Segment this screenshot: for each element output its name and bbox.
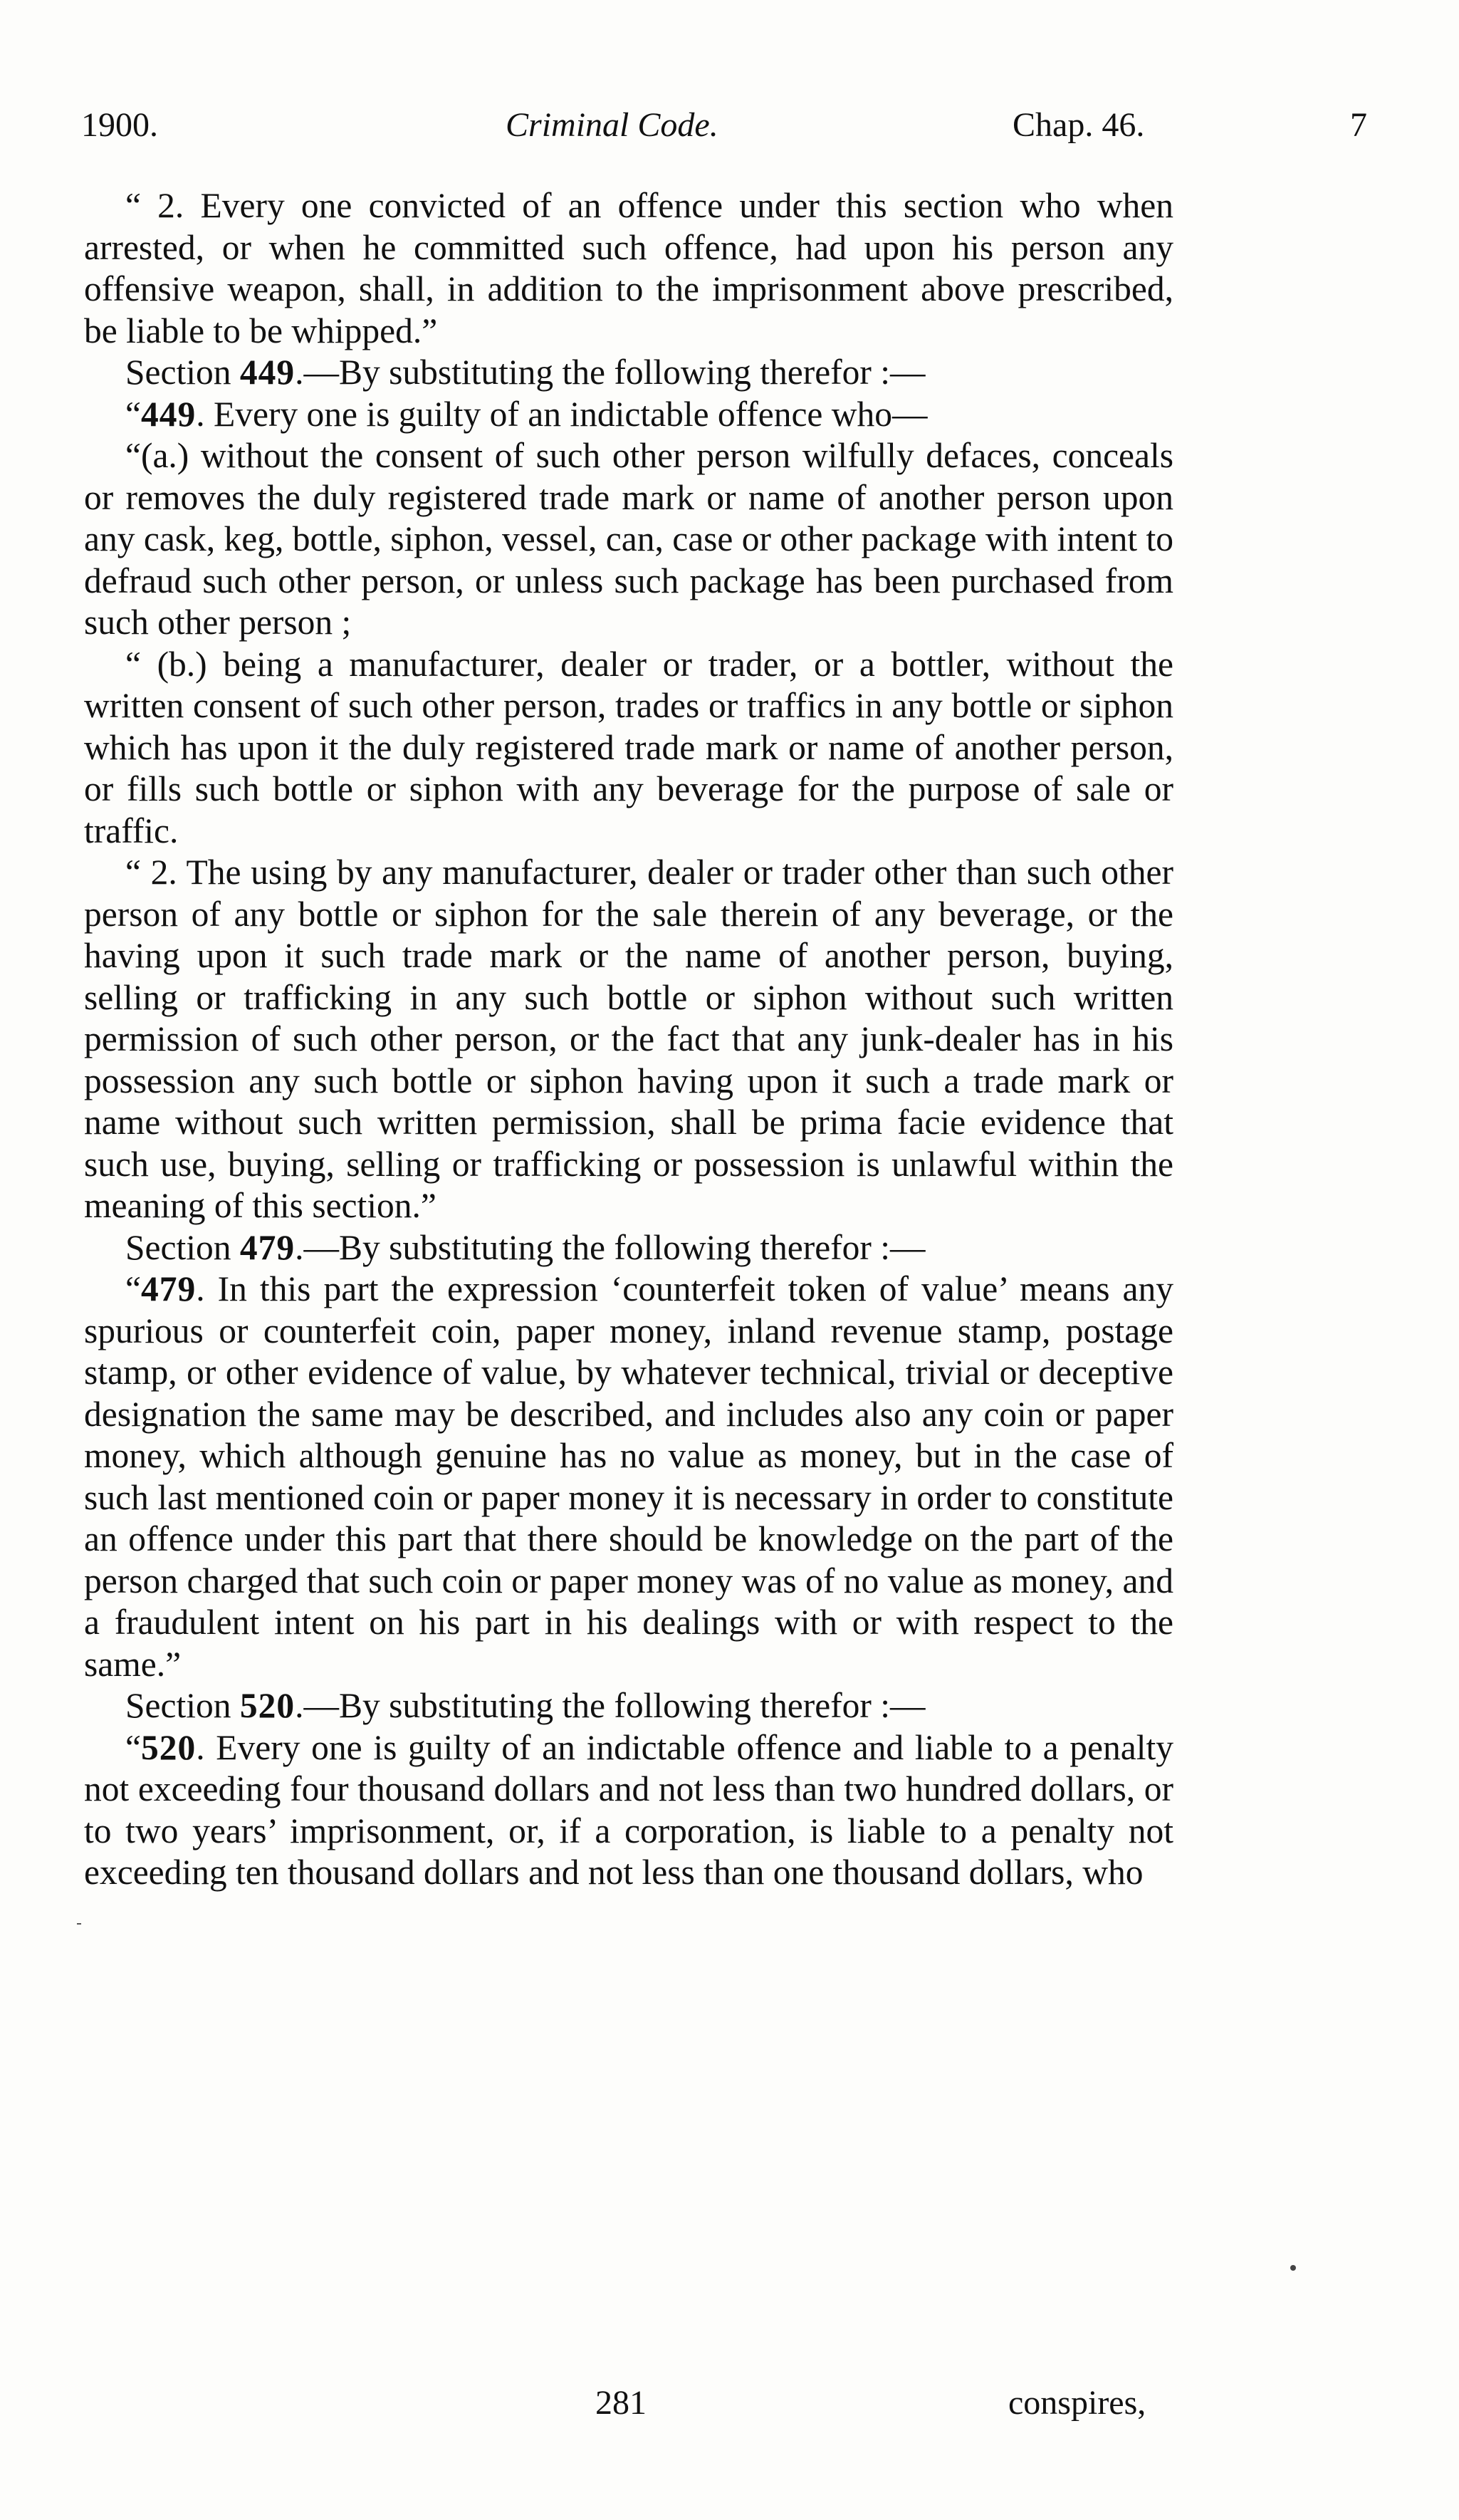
paragraph-intro: “ 2. Every one convicted of an offence under this section who when arrested, or when he committed such offence, had upon his person any offensive weapon, shall, in addition to the imprisonment above prescribed, be liable to be whipped.” <box>84 186 1173 350</box>
section-479-heading: Section 479.—By substituting the following therefor :— <box>125 1227 926 1267</box>
footer-catchword: conspires, <box>1008 2384 1146 2422</box>
section-520-heading: Section 520.—By substituting the following therefor :— <box>125 1686 926 1725</box>
section-449-subsection-2: “ 2. The using by any manufacturer, dealer or trader other than such other person of any bottle or siphon for the sale therein of any beverage, or the having upon it such trade mark or the name of another person, buying, selling or trafficking in any such bottle or siphon without such written permission of such other person, or the fact that any junk-dealer has in his possession any such bottle or siphon having upon it such a trade mark or name without such written permission, shall be prima facie evidence that such use, buying, selling or trafficking or possession is unlawful within the meaning of this section.” <box>84 853 1173 1225</box>
section-479-number: 479 <box>239 1227 296 1267</box>
footer-page-number: 281 <box>595 2384 647 2422</box>
page-body <box>84 185 1173 1894</box>
section-520-lead: “520. Every one is guilty of an indictable offence and liable to a penalty not exceeding four thousand dollars and not less than two hundred dollars, or to two years’ imprisonment, or, if a corporation, is liable to a penalty not exceeding ten thousand dollars and not less than one thousand dollars, who <box>84 1727 1173 1892</box>
section-479-lead: “479. In this part the expression ‘counterfeit token of value’ means any spurious or counterfeit coin, paper money, inland revenue stamp, postage stamp, or other evidence of value, by whatever technical, trivial or deceptive designation the same may be described, and includes also any coin or paper money, which although genuine has no value as money, but in the case of such last mentioned coin or paper money it is necessary in order to constitute an offence under this part that there should be knowledge on the part of the person charged that such coin or paper money was of no value as money, and a fraudulent intent on his part in his dealings with or with respect to the same.” <box>84 1269 1173 1684</box>
header-title: Criminal Code. <box>506 106 718 144</box>
header-chapter: Chap. 46. <box>1013 106 1145 144</box>
section-449-clause-b: “ (b.) being a manufacturer, dealer or trader, or a bottler, without the written consent of such other person, trades or traffics in any bottle or siphon which has upon it the duly registered trade mark or name of another person, or fills such bottle or siphon with any beverage for the purpose of sale or traffic. <box>84 644 1173 850</box>
page-footer <box>84 2383 1173 2426</box>
section-449-heading: Section 449.—By substituting the following therefor :— <box>125 353 926 392</box>
section-449-clause-a: “(a.) without the consent of such other person wilfully defaces, conceals or removes the duly registered trade mark or name of another person upon any cask, keg, bottle, siphon, vessel, can, case or other package with intent to defraud such other person, or unless such package has been purchased from such other person ; <box>84 436 1173 642</box>
running-header <box>78 105 1417 155</box>
section-449-lead: “449. Every one is guilty of an indictable offence who— <box>125 394 928 434</box>
margin-mark <box>77 1923 81 1925</box>
section-520-number: 520 <box>239 1686 296 1725</box>
section-449-number: 449 <box>239 353 296 392</box>
ink-speck <box>1290 2265 1296 2271</box>
header-page-number: 7 <box>1350 106 1367 144</box>
header-year: 1900. <box>81 106 158 144</box>
